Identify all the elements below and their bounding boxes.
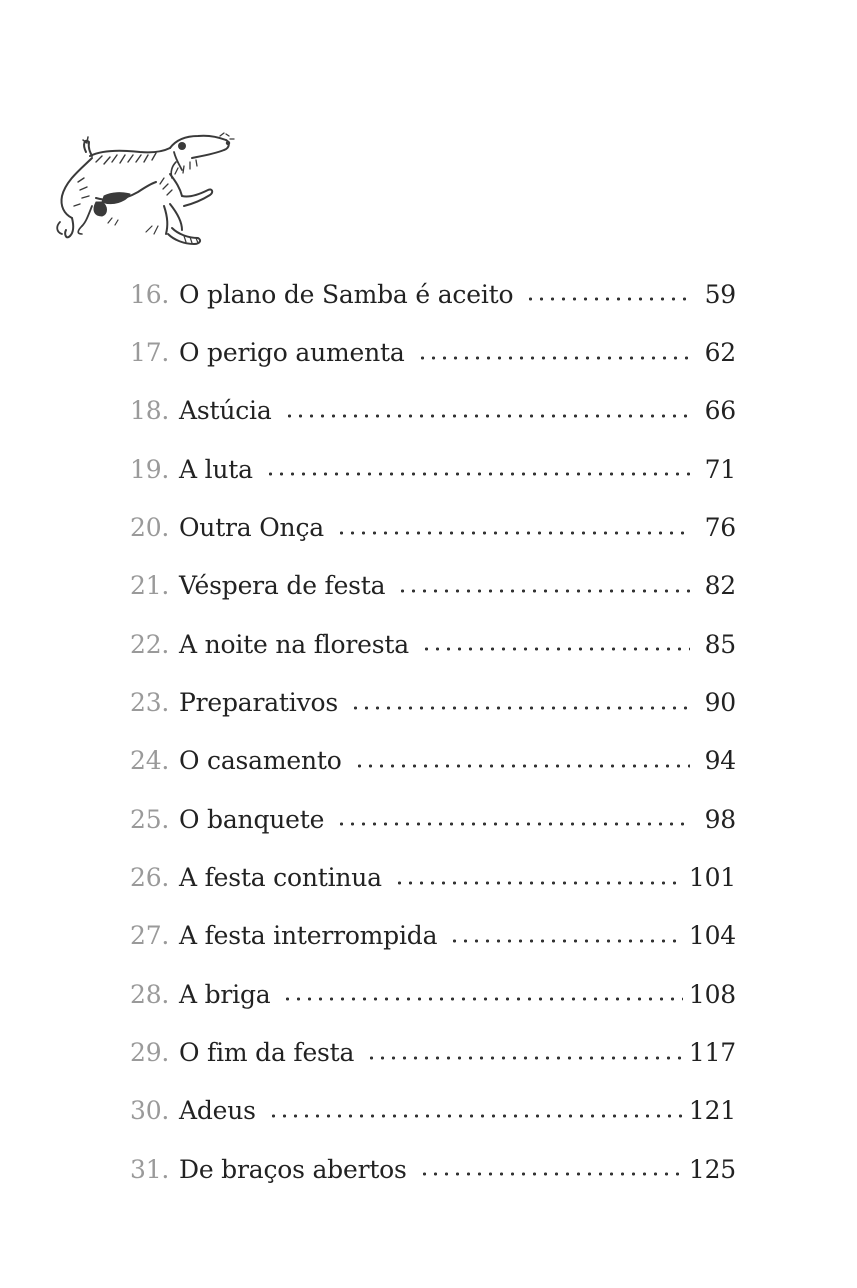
dot-leader (449, 939, 683, 943)
toc-entry[interactable] (130, 615, 736, 673)
table-of-contents (130, 265, 736, 1199)
dot-leader (421, 647, 690, 651)
chapter-number: 19. (130, 454, 170, 484)
dot-leader (282, 997, 682, 1001)
chapter-number: 17. (130, 338, 170, 368)
toc-entry[interactable] (130, 673, 736, 731)
page-number: 125 (688, 1154, 736, 1184)
toc-entry[interactable] (130, 790, 736, 848)
chapter-number: 24. (130, 746, 170, 776)
chapter-title: O fim da festa (179, 1038, 355, 1068)
chapter-title: Adeus (179, 1096, 256, 1126)
chapter-number: 30. (130, 1096, 170, 1126)
toc-entry[interactable] (130, 1082, 736, 1140)
chapter-title: A luta (179, 454, 253, 484)
toc-entry[interactable] (130, 323, 736, 381)
chapter-title: A noite na floresta (179, 629, 409, 659)
toc-entry[interactable] (130, 732, 736, 790)
page-number: 104 (688, 921, 736, 951)
toc-entry[interactable] (130, 1140, 736, 1198)
chapter-title: Outra Onça (179, 513, 324, 543)
toc-entry[interactable] (130, 440, 736, 498)
chapter-title: O casamento (179, 746, 342, 776)
chapter-title: A briga (179, 979, 271, 1009)
chapter-number: 29. (130, 1038, 170, 1068)
page-number: 82 (704, 571, 736, 601)
page-number: 121 (688, 1096, 736, 1126)
chapter-title: O banquete (179, 804, 325, 834)
page-number: 90 (704, 688, 736, 718)
chapter-title: A festa continua (179, 863, 382, 893)
chapter-title: Preparativos (179, 688, 338, 718)
page-number: 94 (704, 746, 736, 776)
chapter-number: 25. (130, 804, 170, 834)
dot-leader (419, 1172, 683, 1176)
page-number: 101 (688, 863, 736, 893)
chapter-number: 16. (130, 279, 170, 309)
dot-leader (354, 764, 690, 768)
toc-entry[interactable] (130, 848, 736, 906)
toc-entry[interactable] (130, 265, 736, 323)
page-number: 62 (704, 338, 736, 368)
page-number: 98 (704, 804, 736, 834)
chapter-title: De braços abertos (179, 1154, 407, 1184)
page-number: 108 (688, 979, 736, 1009)
chapter-number: 27. (130, 921, 170, 951)
dot-leader (336, 822, 690, 826)
chapter-title: Astúcia (179, 396, 272, 426)
dot-leader (417, 356, 690, 360)
chapter-number: 31. (130, 1154, 170, 1184)
chapter-number: 22. (130, 629, 170, 659)
chapter-title: O plano de Samba é aceito (179, 279, 514, 309)
page-number: 76 (704, 513, 736, 543)
chapter-number: 20. (130, 513, 170, 543)
dot-leader (394, 881, 683, 885)
dot-leader (525, 297, 690, 301)
toc-entry[interactable] (130, 557, 736, 615)
dot-leader (336, 531, 690, 535)
dot-leader (366, 1056, 683, 1060)
chapter-title: Véspera de festa (179, 571, 386, 601)
chapter-number: 18. (130, 396, 170, 426)
dot-leader (265, 472, 690, 476)
page-number: 85 (704, 629, 736, 659)
dot-leader (350, 706, 690, 710)
dot-leader (284, 414, 690, 418)
toc-entry[interactable] (130, 498, 736, 556)
page-number: 71 (704, 454, 736, 484)
chapter-number: 23. (130, 688, 170, 718)
page-number: 59 (704, 279, 736, 309)
page-number: 66 (704, 396, 736, 426)
toc-entry[interactable] (130, 965, 736, 1023)
toc-entry[interactable] (130, 382, 736, 440)
chapter-title: A festa interrompida (179, 921, 438, 951)
dot-leader (268, 1114, 683, 1118)
dot-leader (397, 589, 690, 593)
chapter-number: 28. (130, 979, 170, 1009)
page-number: 117 (688, 1038, 736, 1068)
chapter-number: 26. (130, 863, 170, 893)
chapter-number: 21. (130, 571, 170, 601)
toc-entry[interactable] (130, 1023, 736, 1081)
chapter-title: O perigo aumenta (179, 338, 405, 368)
toc-entry[interactable] (130, 907, 736, 965)
dog-illustration-icon (52, 122, 237, 254)
